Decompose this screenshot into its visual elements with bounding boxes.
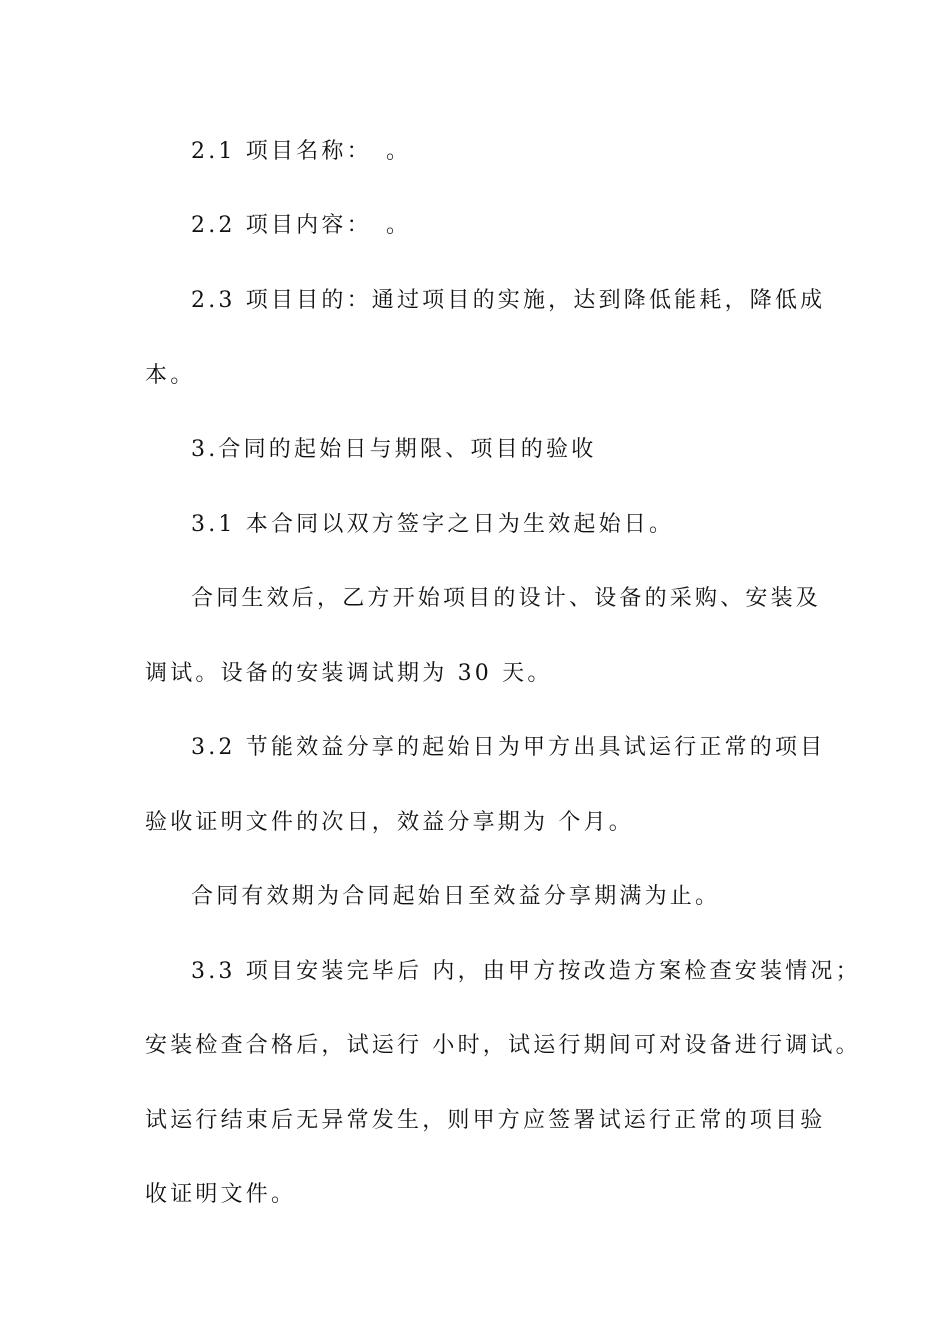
item-3-2-benefit-sharing: 3.2 节能效益分享的起始日为甲方出具试运行正常的项目 [191,735,826,760]
contract-validity-paragraph: 合同有效期为合同起始日至效益分享期满为止。 [191,884,721,909]
item-2-2-project-content: 2.2 项目内容： 。 [191,213,412,238]
item-2-3-project-purpose: 2.3 项目目的：通过项目的实施，达到降低能耗，降低成 [191,288,826,313]
item-2-1-project-name: 2.1 项目名称： 。 [191,139,412,164]
item-3-3-continuation-1: 安装检查合格后，试运行 小时，试运行期间可对设备进行调试。 [145,1033,861,1058]
item-3-3-continuation-3: 收证明文件。 [145,1182,297,1207]
item-3-3-inspection: 3.3 项目安装完毕后 内，由甲方按改造方案检查安装情况； [191,959,861,984]
item-3-2-continuation: 验收证明文件的次日，效益分享期为 个月。 [145,810,634,835]
paragraph-after-effective-continuation: 调试。设备的安装调试期为 30 天。 [145,661,553,686]
section-3-heading: 3.合同的起始日与期限、项目的验收 [191,437,597,462]
item-3-1-effective-date: 3.1 本合同以双方签字之日为生效起始日。 [191,512,675,537]
item-2-3-continuation: 本。 [145,363,196,388]
item-3-3-continuation-2: 试运行结束后无异常发生，则甲方应签署试运行正常的项目验 [145,1108,826,1133]
paragraph-after-effective: 合同生效后，乙方开始项目的设计、设备的采购、安装及 [191,586,822,611]
